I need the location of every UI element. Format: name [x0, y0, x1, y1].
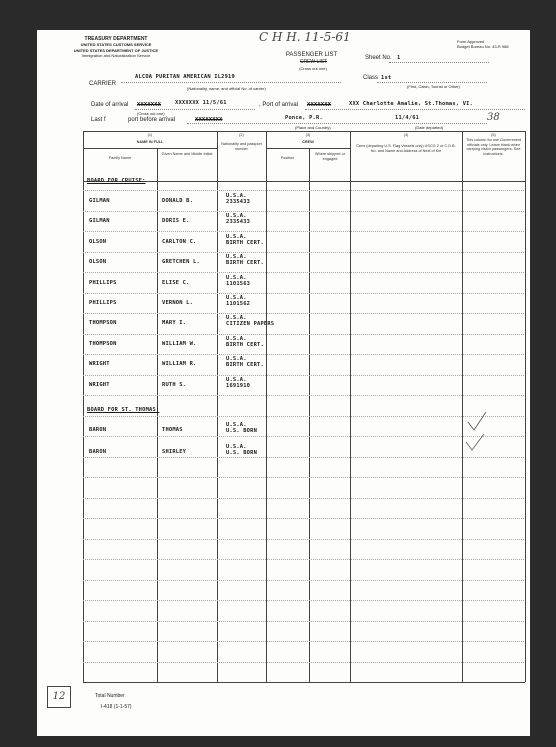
family-name: BARON	[89, 449, 107, 455]
col1-given-name: Given Name and Middle Initial	[161, 152, 213, 156]
family-name: OLSON	[89, 259, 107, 266]
check-marks	[462, 408, 502, 458]
row-line	[83, 457, 524, 458]
given-name: WILLIAM R.	[162, 361, 197, 368]
last-port-value: Ponce, P.R.	[285, 115, 323, 121]
nationality: U.S.A.	[226, 356, 247, 363]
given-name: DONALD B.	[162, 198, 194, 204]
passport-number: 1101563	[226, 280, 251, 287]
nationality: U.S.A.	[226, 335, 247, 342]
carrier-caption: (Nationality, name, and official No. of carrier)	[187, 86, 266, 91]
row-line	[83, 190, 524, 191]
family-name: OLSON	[89, 238, 107, 245]
cross-out-note: (Cross out one)	[299, 66, 327, 71]
last-port-struck: XXXXXXXX	[195, 117, 223, 123]
dept-treasury: TREASURY DEPARTMENT	[84, 36, 148, 42]
nationality: U.S.A.	[226, 213, 247, 220]
row-line	[83, 641, 524, 642]
form-number: I-418 (1-1-57)	[101, 704, 132, 710]
date-departed-caption: (Date departed)	[415, 125, 444, 130]
nationality: U.S.A.	[226, 233, 247, 240]
form-approved: Form Approved	[457, 39, 485, 44]
class-caption: (First, Cabin, Tourist or Other)	[407, 84, 460, 89]
row-line	[83, 354, 524, 355]
family-name: WRIGHT	[89, 381, 110, 388]
row-line	[83, 375, 524, 376]
row-line	[83, 231, 524, 232]
col2-title: Nationality and passport number	[221, 142, 262, 151]
row-line	[83, 662, 524, 663]
sheet-no-value: 1	[397, 55, 401, 61]
col1-family-name: Family Name	[108, 156, 132, 160]
dept-customs: UNITED STATES CUSTOMS SERVICE	[80, 42, 152, 47]
passport-number: CITIZEN PAPERS	[226, 321, 275, 328]
family-name: THOMPSON	[89, 340, 117, 347]
sheet-no-label: Sheet No.	[365, 55, 392, 61]
row-line	[83, 293, 524, 294]
given-name: ELISE C.	[162, 279, 190, 286]
col5-number: (5)	[491, 133, 496, 137]
family-name: THOMPSON	[89, 320, 117, 327]
row-line	[83, 600, 524, 601]
passport-number: 2335433	[226, 199, 251, 205]
row-line	[83, 334, 524, 335]
row-line	[83, 436, 524, 437]
row-line	[83, 272, 524, 273]
manifest-sheet	[37, 30, 530, 736]
given-name: WILLIAM W.	[162, 340, 197, 347]
passport-number: BIRTH CERT.	[226, 362, 264, 369]
passport-number: BIRTH CERT.	[226, 260, 264, 267]
total-number-label: Total Number	[95, 693, 125, 699]
family-name: GILMAN	[89, 218, 110, 225]
row-line	[83, 621, 524, 622]
last-port-label-b: port before arrival	[128, 117, 176, 123]
row-line	[83, 313, 524, 314]
col3-title: CREW	[302, 140, 314, 144]
row-line	[83, 539, 524, 540]
passport-number: BIRTH CERT.	[226, 341, 264, 348]
given-name: DORIS E.	[162, 218, 190, 225]
carrier-value: ALCOA PURITAN AMERICAN IL2919	[135, 74, 235, 80]
stamp-number: 38	[487, 112, 500, 123]
given-name: THOMAS	[162, 427, 183, 433]
row-line	[83, 498, 524, 499]
class-value: 1st	[381, 75, 392, 81]
passport-number: 1101562	[226, 301, 251, 307]
carrier-label: CARRIER	[89, 81, 117, 87]
date-of-arrival-label: Date of arrival	[91, 102, 129, 108]
last-port-date: 11/4/61	[395, 115, 420, 121]
passport-number: U.S. BORN	[226, 428, 258, 434]
nationality: U.S.A.	[226, 444, 247, 450]
total-number-box	[47, 686, 71, 708]
nationality: U.S.A.	[226, 295, 247, 301]
col1-title: NAME IN FULL	[136, 140, 164, 144]
nationality: U.S.A.	[226, 193, 247, 199]
row-line	[83, 252, 524, 253]
date-struck: XXXXXXX	[137, 102, 162, 108]
col2-number: (2)	[239, 133, 244, 137]
place-caption: (Place and Country)	[295, 125, 331, 130]
last-port-label-a: Last f	[91, 117, 106, 123]
section-board-for-cruise: BOARD FOR CRUISE:	[87, 178, 146, 184]
row-line	[83, 395, 524, 396]
port-of-arrival-value: XXX Charlotte Amalie, St.Thomas, VI.	[349, 101, 474, 107]
row-line	[83, 477, 524, 478]
crew-list-struck: CREW LIST	[299, 59, 328, 65]
row-line	[83, 559, 524, 560]
budget-bureau-no: Budget Bureau No. 43-R 986	[457, 44, 509, 49]
row-line	[83, 580, 524, 581]
col5-title: This column for use Government officials only. Leave blank when carrying visitor passengers. See instructions.	[465, 138, 522, 156]
given-name: GRETCHEN L.	[162, 259, 200, 266]
given-name: MARY I.	[162, 320, 187, 327]
passenger-list-title: PASSENGER LIST	[285, 52, 338, 58]
nationality: U.S.A.	[226, 422, 247, 428]
handwritten-reference: C H H. 11-5-61	[259, 30, 351, 44]
col3-position: Position	[280, 156, 295, 160]
family-name: BARON	[89, 427, 107, 433]
col1-number: (1)	[147, 133, 153, 137]
given-name: RUTH S.	[162, 381, 187, 388]
dept-justice: UNITED STATES DEPARTMENT OF JUSTICE	[73, 48, 159, 53]
nationality: U.S.A.	[226, 376, 247, 383]
col4-title: Crew (departing U.S. Flag Vessels only) USCG Z or C.D.B. No. and Name and Address of Next of Kin	[356, 144, 456, 153]
family-name: GILMAN	[89, 198, 110, 204]
passport-number: BIRTH CERT.	[226, 239, 264, 246]
family-name: WRIGHT	[89, 361, 110, 368]
passport-number: 2335433	[226, 219, 251, 226]
col3-where-shipped: Where shipped or engaged	[315, 152, 345, 161]
given-name: CARLTON C.	[162, 238, 197, 245]
dept-ins: Immigration and Naturalization Service	[81, 53, 151, 58]
passport-number: 1691910	[226, 382, 251, 389]
given-name: VERNON L.	[162, 300, 194, 306]
port-struck: XXXXXXX	[307, 102, 332, 108]
nationality: U.S.A.	[226, 315, 247, 322]
date-caption: (Cross out one)	[137, 111, 165, 116]
section-board-for-st-thomas: BOARD FOR ST. THOMAS:	[87, 407, 160, 413]
port-of-arrival-label: , Port of arrival	[259, 102, 299, 108]
given-name: SHIRLEY	[162, 449, 187, 455]
row-line	[83, 211, 524, 212]
class-label: Class	[363, 75, 379, 81]
row-line	[83, 416, 524, 417]
col3-number: (3)	[305, 133, 311, 137]
col4-number: (4)	[403, 133, 409, 137]
nationality: U.S.A.	[226, 274, 247, 281]
family-name: PHILLIPS	[89, 279, 117, 286]
total-number-value: 12	[52, 691, 66, 702]
passport-number: U.S. BORN	[226, 450, 258, 456]
nationality: U.S.A.	[226, 254, 247, 261]
row-line	[83, 518, 524, 519]
family-name: PHILLIPS	[89, 300, 117, 306]
date-of-arrival-value: XXXXXXX 11/5/61	[175, 100, 227, 106]
